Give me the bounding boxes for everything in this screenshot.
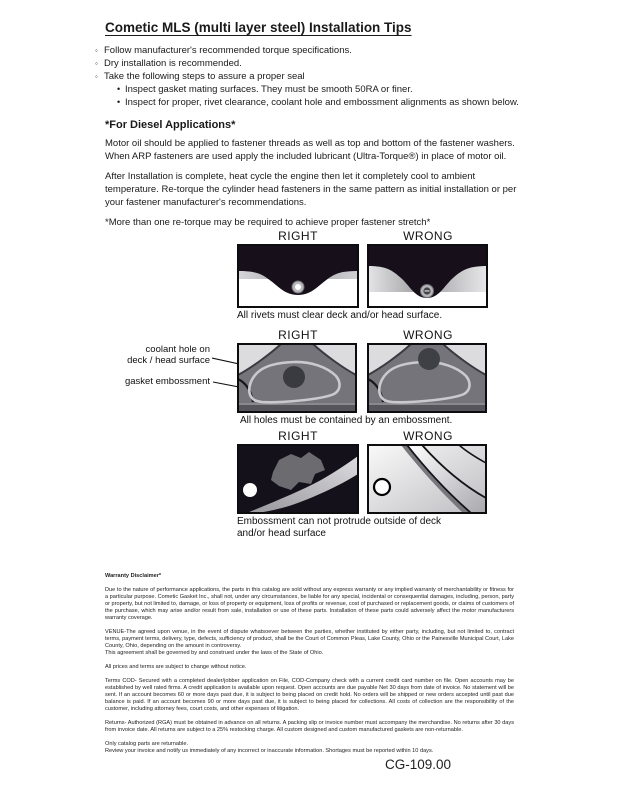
gasket-embossment-callout: gasket embossment — [124, 376, 210, 387]
warranty-disclaimer — [105, 573, 514, 762]
document-code: CG-109.00 — [385, 757, 452, 772]
paragraph: *More than one re-torque may be required to achieve proper fastener stretch* — [105, 217, 431, 228]
coolant-hole-callout: coolant hole on deck / head surface — [127, 344, 210, 366]
warranty-paragraph: VENUE-The agreed upon venue, in the event of dispute whatsoever between the parties, whether instituted by either party, including, but not limited to, contract terms, payment terms, delivery, type, defects, sufficiency of product, shall be the Court of Common Pleas, Lake County, Ohio or the Painesville Municipal Court, Lake County, Ohio, depending on the amount in controversy. This agreement shall be governed by and construed under the laws of the State of Ohio. — [105, 629, 514, 656]
warranty-heading: Warranty Disclaimer* — [105, 573, 162, 579]
open-bullet-icon: ◦ — [95, 72, 98, 81]
figure1-right-label: RIGHT — [278, 229, 318, 243]
embossment-wrong-diagram — [367, 343, 487, 413]
list-item — [95, 57, 525, 70]
figure2-wrong-label: WRONG — [403, 328, 453, 342]
list-item-text: Follow manufacturer's recommended torque specifications. — [104, 45, 352, 56]
coolant-hole-misaligned — [418, 348, 440, 370]
open-bullet-icon: ◦ — [95, 59, 98, 68]
paragraph: After Installation is complete, heat cycle the engine then let it completely cool to ambient temperature. Re-torque the cylinder head fasteners in the same pattern as initial installation or per your fastener manufacturer's recommendations. — [105, 171, 517, 208]
rivet-right-diagram — [237, 244, 359, 308]
section-heading: *For Diesel Applications* — [105, 119, 236, 131]
bullet-icon: • — [117, 97, 121, 107]
figure3-caption: Embossment can not protrude outside of deck and/or head surface — [237, 516, 442, 539]
embossment-right-diagram — [237, 343, 357, 413]
bolt-hole — [374, 479, 390, 495]
figure1-wrong-label: WRONG — [403, 229, 453, 243]
figure1-caption: All rivets must clear deck and/or head surface. — [237, 310, 443, 321]
coolant-hole — [283, 366, 305, 388]
sub-list-item — [95, 96, 525, 109]
figure3-right-label: RIGHT — [278, 429, 318, 443]
page-title: Cometic MLS (multi layer steel) Installation Tips — [105, 20, 412, 35]
bolt-hole — [243, 483, 257, 497]
bullet-icon: • — [117, 84, 121, 94]
list-item-text: Inspect for proper, rivet clearance, coolant hole and embossment alignments as shown below. — [125, 97, 519, 108]
protrusion-wrong-diagram — [367, 444, 487, 514]
rivet-wrong-diagram — [367, 244, 488, 308]
warranty-paragraph: Only catalog parts are returnable. Review your invoice and notify us immediately of any incorrect or inaccurate information. Shortages must be reported within 10 days. — [105, 741, 434, 754]
warranty-paragraph: Returns- Authorized (RGA) must be obtained in advance on all returns. A packing slip or invoice number must accompany the merchandise. No returns after 30 days from invoice date. All returns are subject to a 25% restocking charge. All custom designed and custom manufactured gaskets are non-returnable. — [105, 720, 514, 733]
list-item-text: Take the following steps to assure a proper seal — [104, 71, 305, 82]
list-item-text: Inspect gasket mating surfaces. They must be smooth 50RA or finer. — [125, 84, 413, 95]
warranty-paragraph: All prices and terms are subject to change without notice. — [105, 664, 247, 670]
figure2-right-label: RIGHT — [278, 328, 318, 342]
list-item — [95, 44, 525, 57]
warranty-paragraph: Terms COD- Secured with a completed dealer/jobber application on File, COD-Company check with a current credit card number on file. Open accounts may be established by well rated firms. A credit application is available upon request. Open accounts are due payable Net 30 days from date of invoice. No statement will be sent. If an account becomes 60 or more days past due, it is subject to being placed on credit hold. No orders will be shipped or new orders accepted until past due balance is paid. If an account becomes 90 or more days past due, it is subject to being placed for collections. All costs of collection are the responsibility of the customer, including attorney fees, court costs, and other expenses of litigation. — [105, 678, 514, 712]
list-item — [95, 70, 525, 83]
protrusion-right-diagram — [237, 444, 359, 514]
list-item-text: Dry installation is recommended. — [104, 58, 242, 69]
open-bullet-icon: ◦ — [95, 46, 98, 55]
paragraph: Motor oil should be applied to fastener threads as well as top and bottom of the fastener washers. When ARP fasteners are used apply the included lubricant (Ultra-Torque®) in place of motor oil. — [105, 138, 515, 162]
installation-tips-list — [95, 44, 525, 109]
figure3-wrong-label: WRONG — [403, 429, 453, 443]
diesel-applications-section — [105, 119, 519, 236]
sub-list-item — [95, 83, 525, 96]
warranty-paragraph: Due to the nature of performance applications, the parts in this catalog are sold without any express warranty or any implied warranty of merchantability or fitness for a particular purpose. Cometic Gasket Inc., shall not, under any circumstances, be liable for any special, incidental or consequential damages, including, person, party or property, but not limited to, damage, or loss of property or equipment, loss of profits or revenue, cost of purchased or replacement goods, or claims of customers of the purchase, which may arise and/or result from sale, installation or use of these parts. Installation of these parts could adversely affect the motor manufacturers warranty coverage. — [105, 587, 514, 621]
figure2-caption: All holes must be contained by an embossment. — [240, 415, 453, 426]
